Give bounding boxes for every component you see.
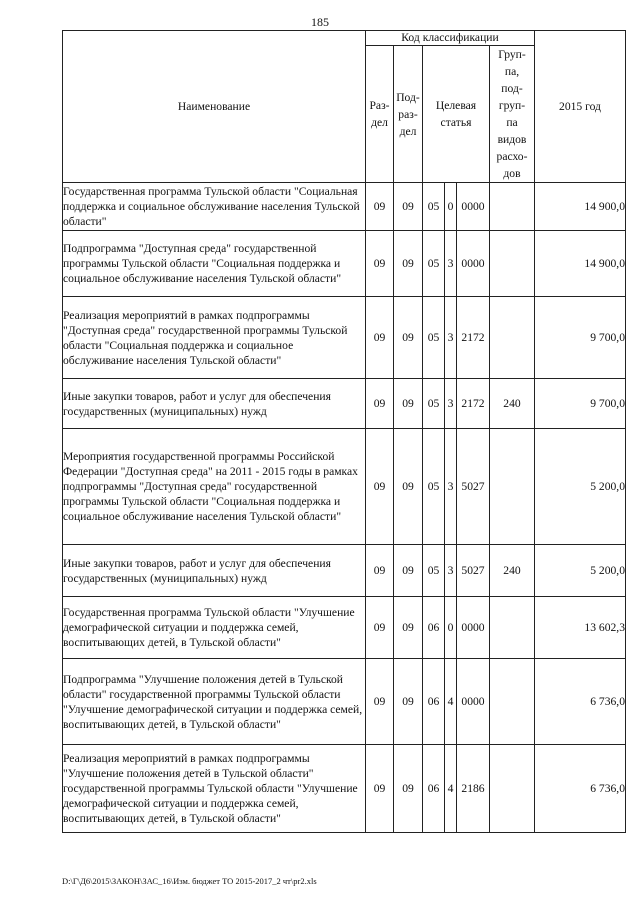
row-target-direction: 2186 [457, 745, 490, 833]
row-expense-group [490, 659, 535, 745]
row-target-program: 05 [423, 297, 445, 379]
row-target-direction: 0000 [457, 231, 490, 297]
page-number: 185 [311, 15, 329, 29]
table-row [63, 597, 626, 659]
header-year: 2015 год [535, 31, 626, 183]
row-name: Реализация мероприятий в рамках подпрограммы "Улучшение положения детей в Тульской области" государственной программы Тульской области "Улучшение демографической ситуации и поддержка семей, воспитывающих детей, в Тульской области" [63, 745, 366, 833]
row-razdel: 09 [366, 231, 394, 297]
row-name: Иные закупки товаров, работ и услуг для обеспечения государственных (муниципальных) нужд [63, 545, 366, 597]
row-amount: 6 736,0 [535, 659, 626, 745]
row-expense-group [490, 745, 535, 833]
row-target-program: 05 [423, 429, 445, 545]
budget-table [62, 30, 626, 833]
row-expense-group [490, 597, 535, 659]
row-target-direction: 0000 [457, 597, 490, 659]
row-target-direction: 0000 [457, 183, 490, 231]
row-name: Подпрограмма "Улучшение положения детей в Тульской области" государственной программы Тульской области "Улучшение демографической ситуации и поддержка семей, воспитывающих детей, в Тульской области" [63, 659, 366, 745]
header-classification-code: Код классификации [366, 31, 535, 46]
row-name: Реализация мероприятий в рамках подпрограммы "Доступная среда" государственной программы Тульской области "Социальная поддержка и социальное обслуживание населения Тульской области" [63, 297, 366, 379]
row-name: Подпрограмма "Доступная среда" государственной программы Тульской области "Социальная поддержка и социальное обслуживание населения Тульской области" [63, 231, 366, 297]
row-expense-group [490, 231, 535, 297]
row-target-direction: 0000 [457, 659, 490, 745]
row-amount: 6 736,0 [535, 745, 626, 833]
row-target-direction: 2172 [457, 297, 490, 379]
header-name: Наименование [63, 31, 366, 183]
row-amount: 5 200,0 [535, 429, 626, 545]
row-razdel: 09 [366, 429, 394, 545]
row-target-subprogram: 3 [445, 297, 457, 379]
row-target-subprogram: 4 [445, 745, 457, 833]
row-amount: 9 700,0 [535, 297, 626, 379]
row-razdel: 09 [366, 379, 394, 429]
row-target-program: 05 [423, 545, 445, 597]
row-target-program: 06 [423, 597, 445, 659]
row-podrazdel: 09 [394, 545, 423, 597]
row-razdel: 09 [366, 183, 394, 231]
table-row [63, 297, 626, 379]
row-podrazdel: 09 [394, 231, 423, 297]
table-row [63, 745, 626, 833]
row-podrazdel: 09 [394, 659, 423, 745]
row-amount: 14 900,0 [535, 231, 626, 297]
row-expense-group [490, 297, 535, 379]
row-target-program: 06 [423, 745, 445, 833]
row-expense-group [490, 429, 535, 545]
row-razdel: 09 [366, 297, 394, 379]
file-path-footer: D:\Г\Д6\2015\ЗАКОН\ЗАС_16\Изм. бюджет ТО 2015-2017_2 чт\pr2.xls [62, 876, 317, 886]
header-podrazdel: Под- раз- дел [394, 46, 423, 183]
row-target-subprogram: 0 [445, 183, 457, 231]
row-target-direction: 5027 [457, 429, 490, 545]
row-expense-group [490, 183, 535, 231]
table-row [63, 429, 626, 545]
header-expense-group: Груп- па, под- груп- па видов расхо- дов [490, 46, 535, 183]
row-podrazdel: 09 [394, 745, 423, 833]
row-target-program: 05 [423, 231, 445, 297]
row-razdel: 09 [366, 545, 394, 597]
table-row [63, 231, 626, 297]
row-amount: 5 200,0 [535, 545, 626, 597]
row-podrazdel: 09 [394, 379, 423, 429]
row-target-program: 05 [423, 183, 445, 231]
row-target-program: 06 [423, 659, 445, 745]
row-name: Государственная программа Тульской области "Социальная поддержка и социальное обслуживание населения Тульской области" [63, 183, 366, 231]
row-name: Иные закупки товаров, работ и услуг для обеспечения государственных (муниципальных) нужд [63, 379, 366, 429]
row-target-subprogram: 3 [445, 429, 457, 545]
table-row [63, 379, 626, 429]
row-razdel: 09 [366, 745, 394, 833]
table-row [63, 545, 626, 597]
header-target-article: Целевая статья [423, 46, 490, 183]
row-target-subprogram: 3 [445, 379, 457, 429]
row-amount: 9 700,0 [535, 379, 626, 429]
row-razdel: 09 [366, 597, 394, 659]
row-name: Государственная программа Тульской области "Улучшение демографической ситуации и поддержка семей, воспитывающих детей, в Тульской области" [63, 597, 366, 659]
row-amount: 13 602,3 [535, 597, 626, 659]
row-expense-group: 240 [490, 545, 535, 597]
row-target-direction: 2172 [457, 379, 490, 429]
row-podrazdel: 09 [394, 597, 423, 659]
row-target-program: 05 [423, 379, 445, 429]
row-expense-group: 240 [490, 379, 535, 429]
row-target-subprogram: 4 [445, 659, 457, 745]
row-podrazdel: 09 [394, 183, 423, 231]
row-amount: 14 900,0 [535, 183, 626, 231]
row-razdel: 09 [366, 659, 394, 745]
row-name: Мероприятия государственной программы Российской Федерации "Доступная среда" на 2011 - 2015 годы в рамках подпрограммы "Доступная среда" государственной программы Тульской области "Социальная поддержка и социальное обслуживание населения Тульской области" [63, 429, 366, 545]
row-target-direction: 5027 [457, 545, 490, 597]
header-razdel: Раз- дел [366, 46, 394, 183]
table-row [63, 659, 626, 745]
row-target-subprogram: 3 [445, 545, 457, 597]
row-podrazdel: 09 [394, 297, 423, 379]
row-target-subprogram: 0 [445, 597, 457, 659]
table-row [63, 183, 626, 231]
row-podrazdel: 09 [394, 429, 423, 545]
row-target-subprogram: 3 [445, 231, 457, 297]
